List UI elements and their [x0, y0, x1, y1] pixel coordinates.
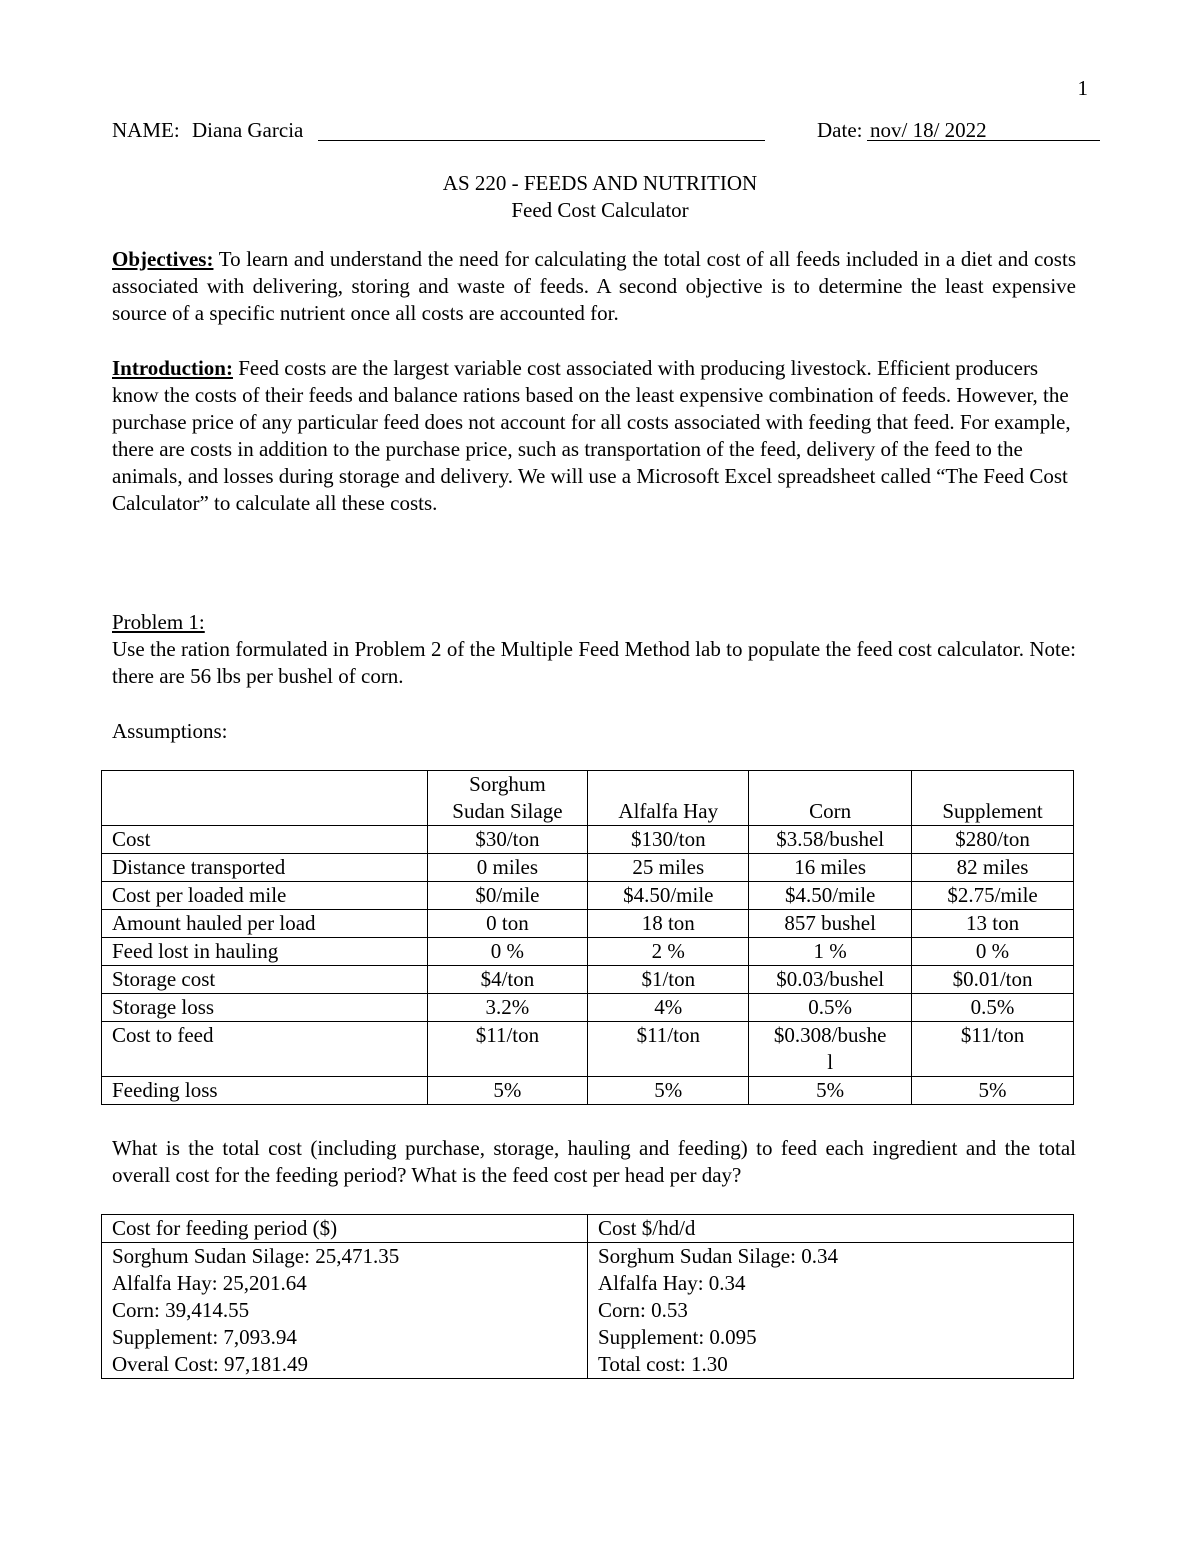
row-label: Storage cost: [102, 966, 428, 994]
problem-1-text: Use the ration formulated in Problem 2 of the Multiple Feed Method lab to populate the feed cost calculator. Note: there are 56 lbs per bushel of corn.: [112, 637, 1076, 688]
course-title: AS 220 - FEEDS AND NUTRITION: [442, 171, 758, 195]
list-item: Total cost: 1.30: [598, 1352, 728, 1376]
table-cell: $4/ton: [427, 966, 588, 994]
table-cell: 0.5%: [749, 994, 912, 1022]
table-row: [102, 882, 1074, 910]
date-value: nov/ 18/ 2022: [870, 118, 987, 142]
table-cell: $280/ton: [912, 826, 1074, 854]
name-value: Diana Garcia: [192, 118, 304, 142]
introduction-heading: Introduction:: [112, 356, 233, 380]
cost-per-head-values: [588, 1243, 1074, 1379]
table-cell: 5%: [749, 1077, 912, 1105]
table-cell: 18 ton: [588, 910, 749, 938]
table-cell: $11/ton: [427, 1022, 588, 1077]
introduction-paragraph: [112, 355, 1076, 517]
header-cell-alfalfa: Alfalfa Hay: [588, 771, 749, 826]
row-label: Feed lost in hauling: [102, 938, 428, 966]
list-item: Alfalfa Hay: 0.34: [598, 1271, 746, 1295]
table-cell: 4%: [588, 994, 749, 1022]
table-cell: 0 ton: [427, 910, 588, 938]
table-row: [102, 826, 1074, 854]
title-block: [0, 170, 1200, 224]
question-text: What is the total cost (including purchase, storage, hauling and feeding) to feed each ingredient and the total overall cost for the feeding period? What is the feed cost per head per day?: [112, 1136, 1076, 1187]
table-cell: 857 bushel: [749, 910, 912, 938]
list-item: Alfalfa Hay: 25,201.64: [112, 1271, 307, 1295]
row-label: Storage loss: [102, 994, 428, 1022]
name-date-line: [112, 118, 1100, 146]
table-cell: $4.50/mile: [749, 882, 912, 910]
table-cell: 5%: [588, 1077, 749, 1105]
page-number: 1: [1077, 76, 1088, 100]
table-cell: 13 ton: [912, 910, 1074, 938]
objectives-heading: Objectives:: [112, 247, 214, 271]
table-row: [102, 966, 1074, 994]
introduction-text: Feed costs are the largest variable cost associated with producing livestock. Efficient producers know the costs of their feeds and balance rations based on the least expensive combination of feeds. However, the purchase price of any particular feed does not account for all costs associated with feeding that feed. For example, there are costs in addition to the purchase price, such as transportation of the feed, delivery of the feed to the animals, and losses during storage and delivery. We will use a Microsoft Excel spreadsheet called “The Feed Cost Calculator” to calculate all these costs.: [112, 356, 1071, 515]
row-label: Cost per loaded mile: [102, 882, 428, 910]
table-cell: 5%: [912, 1077, 1074, 1105]
name-label: NAME:: [112, 118, 180, 142]
table-cell: $30/ton: [427, 826, 588, 854]
list-item: Sorghum Sudan Silage: 0.34: [598, 1244, 838, 1268]
table-cell: 3.2%: [427, 994, 588, 1022]
row-label: Amount hauled per load: [102, 910, 428, 938]
table-cell: $4.50/mile: [588, 882, 749, 910]
table-cell: 25 miles: [588, 854, 749, 882]
table-cell: 0 %: [912, 938, 1074, 966]
cost-results-table: [101, 1214, 1074, 1379]
table-row: [102, 854, 1074, 882]
table-cell: $130/ton: [588, 826, 749, 854]
cost-header-row: [102, 1215, 1074, 1243]
row-label: Cost: [102, 826, 428, 854]
document-subtitle: Feed Cost Calculator: [511, 198, 689, 222]
table-cell: 5%: [427, 1077, 588, 1105]
row-label: Cost to feed: [102, 1022, 428, 1077]
row-label: Distance transported: [102, 854, 428, 882]
table-cell: $11/ton: [588, 1022, 749, 1077]
cost-values-row: [102, 1243, 1074, 1379]
table-cell: $0.03/bushel: [749, 966, 912, 994]
list-item: Corn: 39,414.55: [112, 1298, 250, 1322]
assumptions-label: Assumptions:: [112, 719, 228, 743]
table-cell: 16 miles: [749, 854, 912, 882]
objectives-paragraph: [112, 246, 1076, 327]
problem-1-heading: Problem 1:: [112, 610, 205, 634]
list-item: Corn: 0.53: [598, 1298, 688, 1322]
table-cell: 0 %: [427, 938, 588, 966]
date-label: Date:: [817, 118, 863, 142]
table-cell: 82 miles: [912, 854, 1074, 882]
header-cell-corn: Corn: [749, 771, 912, 826]
row-label: Feeding loss: [102, 1077, 428, 1105]
list-item: Sorghum Sudan Silage: 25,471.35: [112, 1244, 400, 1268]
table-cell: $0.308/bushe l: [749, 1022, 912, 1077]
table-cell: $1/ton: [588, 966, 749, 994]
table-cell: 0.5%: [912, 994, 1074, 1022]
header-cell-empty: [102, 771, 428, 826]
table-row: [102, 1077, 1074, 1105]
list-item: Supplement: 7,093.94: [112, 1325, 297, 1349]
header-cell-sorghum: Sorghum Sudan Silage: [427, 771, 588, 826]
header-cell-supplement: Supplement: [912, 771, 1074, 826]
assumptions-header-row: [102, 771, 1074, 826]
table-cell: 0 miles: [427, 854, 588, 882]
table-row: [102, 910, 1074, 938]
table-cell: $0.01/ton: [912, 966, 1074, 994]
objectives-text: To learn and understand the need for calculating the total cost of all feeds included in a diet and costs associated with delivering, storing and waste of feeds. A second objective is to determine the least expensive source of a specific nutrient once all costs are accounted for.: [112, 247, 1076, 325]
list-item: Overal Cost: 97,181.49: [112, 1352, 308, 1376]
table-row: [102, 938, 1074, 966]
table-row: [102, 1022, 1074, 1077]
table-row: [102, 994, 1074, 1022]
table-cell: 2 %: [588, 938, 749, 966]
list-item: Supplement: 0.095: [598, 1325, 757, 1349]
table-cell: $2.75/mile: [912, 882, 1074, 910]
name-underline: [318, 140, 765, 141]
table-cell: 1 %: [749, 938, 912, 966]
header-cost-period: Cost for feeding period ($): [102, 1215, 588, 1243]
assumptions-table: [101, 770, 1074, 1105]
table-cell: $3.58/bushel: [749, 826, 912, 854]
table-cell: $11/ton: [912, 1022, 1074, 1077]
table-cell: $0/mile: [427, 882, 588, 910]
cost-period-values: [102, 1243, 588, 1379]
header-cost-per-head-day: Cost $/hd/d: [588, 1215, 1074, 1243]
